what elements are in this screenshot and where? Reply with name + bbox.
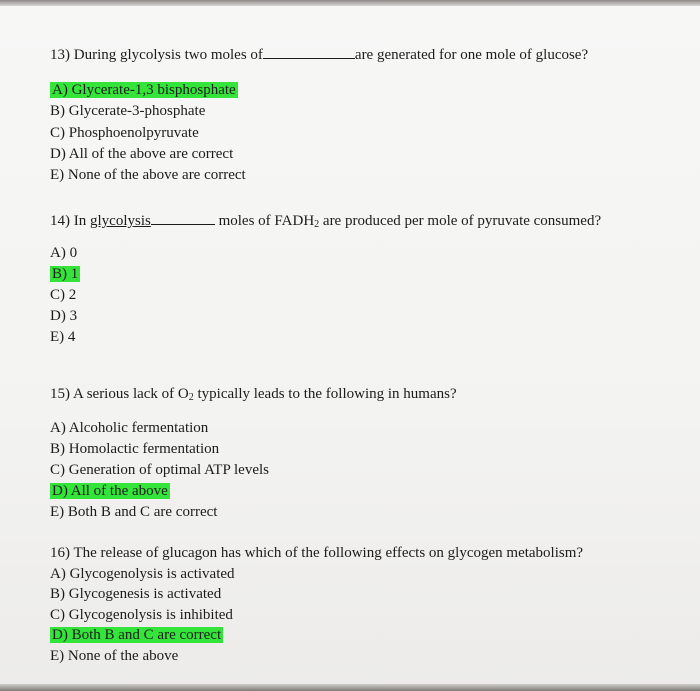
- option-15-c: C) Generation of optimal ATP levels: [50, 462, 269, 478]
- highlighted-answer: D) All of the above: [52, 483, 168, 499]
- question-text: The release of glucagon has which of the following effects on glycogen metabolism?: [73, 545, 584, 561]
- keyword-glycolysis: glycolysis: [90, 213, 151, 229]
- option-13-c: C) Phosphoenolpyruvate: [50, 125, 199, 141]
- option-15-d: [50, 481, 170, 501]
- question-text: typically leads to the following in humans?: [197, 386, 457, 402]
- option-16-b: B) Glycogenesis is activated: [50, 586, 222, 602]
- option-13-a: [50, 80, 238, 100]
- option-14-a: A) 0: [50, 245, 78, 261]
- option-14-c: C) 2: [50, 287, 77, 303]
- answer-blank: [263, 44, 355, 59]
- subscript: 2: [314, 219, 320, 230]
- question-text: are produced per mole of pyruvate consumed?: [322, 213, 602, 229]
- question-15-stem: [50, 384, 457, 408]
- highlighted-answer: A) Glycerate-1,3 bisphosphate: [52, 82, 236, 98]
- question-16-stem: [50, 543, 583, 563]
- question-number: 16): [50, 545, 70, 561]
- question-number: 14): [50, 213, 70, 229]
- highlighted-answer: D) Both B and C are correct: [52, 627, 222, 643]
- subscript: 2: [188, 392, 194, 403]
- question-text: A serious lack of O: [72, 386, 189, 402]
- option-15-e: E) Both B and C are correct: [50, 504, 218, 520]
- option-14-b: [50, 264, 80, 284]
- option-16-a: A) Glycogenolysis is activated: [50, 566, 235, 582]
- option-15-a: A) Alcoholic fermentation: [50, 420, 209, 436]
- option-13-e: E) None of the above are correct: [50, 167, 246, 183]
- option-14-d: D) 3: [50, 308, 78, 324]
- option-13-b: B) Glycerate-3-phosphate: [50, 103, 206, 119]
- page-bottom-shadow: [0, 684, 700, 691]
- question-text: During glycolysis two moles of: [73, 47, 263, 63]
- page-top-shadow: [0, 0, 700, 6]
- question-13-stem: [50, 44, 588, 65]
- answer-blank: [151, 210, 215, 225]
- option-16-e: E) None of the above: [50, 648, 179, 664]
- option-16-c: C) Glycogenolysis is inhibited: [50, 607, 233, 623]
- option-13-d: D) All of the above are correct: [50, 146, 234, 162]
- question-text: are generated for one mole of glucose?: [354, 47, 589, 63]
- question-14-stem: [50, 210, 601, 235]
- question-number: 15): [50, 386, 70, 402]
- question-text: In: [73, 213, 87, 229]
- highlighted-answer: B) 1: [52, 266, 79, 282]
- option-15-b: B) Homolactic fermentation: [50, 441, 220, 457]
- question-number: 13): [50, 47, 70, 63]
- option-16-d: [50, 625, 223, 645]
- option-14-e: E) 4: [50, 329, 76, 345]
- question-text: moles of FADH: [218, 213, 315, 229]
